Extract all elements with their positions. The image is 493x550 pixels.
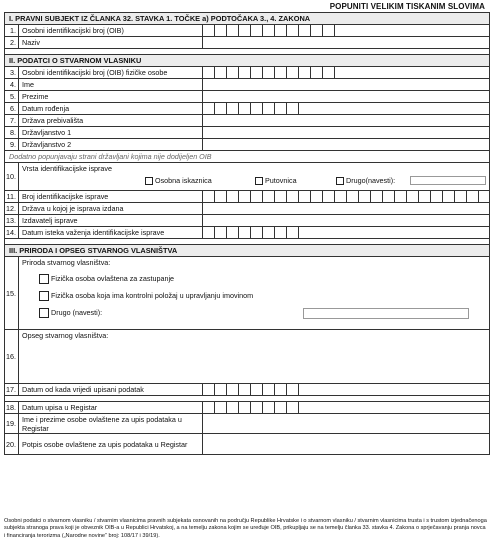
date-boxes[interactable] [203,384,299,395]
option-label: Putovnica [265,176,297,185]
row-13 [5,215,489,227]
row-number: 3. [5,67,19,78]
row-label: Izdavatelj isprave [19,215,203,226]
citizenship-2-field[interactable] [203,139,489,150]
doc-number-boxes[interactable] [203,191,479,202]
row-number: 1. [5,25,19,36]
row-label: Osobni identifikacijski broj (OIB) [19,25,203,36]
doc-type-other-input[interactable] [410,176,486,185]
row-number: 8. [5,127,19,138]
row-number: 16. [5,330,19,383]
row-2 [5,37,489,49]
option-label: Fizička osoba koja ima kontrolni položaj u upravljanju imovinom [51,291,254,300]
checkbox[interactable] [39,308,49,318]
section-3-title: III. PRIRODA I OPSEG STVARNOG VLASNIŠTVA [5,245,489,257]
row-label: Država u kojoj je isprava izdana [19,203,203,214]
row-6 [5,103,489,115]
row-number: 6. [5,103,19,114]
row-label: Datum upisa u Registar [19,402,203,413]
row-label: Državljanstvo 2 [19,139,203,150]
row-8 [5,127,489,139]
row-number: 19. [5,414,19,433]
checkbox[interactable] [39,291,49,301]
row-label: Potpis osobe ovlaštene za upis podataka u Registar [19,434,203,454]
date-boxes[interactable] [203,402,299,413]
oib-digit-boxes[interactable] [203,67,335,78]
row-12 [5,203,489,215]
option-label: Osobna iskaznica [155,176,212,185]
row-11 [5,191,489,203]
foreign-citizens-note: Dodatno popunjavaju strani državljani kojima nije dodijeljen OIB [5,151,489,163]
residence-country-field[interactable] [203,115,489,126]
row-label: Državljanstvo 1 [19,127,203,138]
row-number: 13. [5,215,19,226]
checkbox[interactable] [39,274,49,284]
row-number: 15. [5,257,19,329]
row-19 [5,414,489,434]
row-label: Datum od kada vrijedi upisani podatak [19,384,203,395]
row-number: 18. [5,402,19,413]
nature-other-input[interactable] [303,308,469,319]
row-label-text: Vrsta identifikacijske isprave [22,164,113,173]
option-label: Fizička osoba ovlaštena za zastupanje [51,274,175,283]
row-number: 5. [5,91,19,102]
checkbox[interactable] [336,177,344,185]
row-number: 11. [5,191,19,202]
nature-option-control[interactable] [39,291,253,301]
row-10 [5,163,489,191]
first-name-field[interactable] [203,79,489,90]
row-number: 9. [5,139,19,150]
citizenship-1-field[interactable] [203,127,489,138]
authorized-person-name-field[interactable] [203,414,489,433]
option-label: Drugo (navesti): [51,308,103,317]
row-number: 20. [5,434,19,454]
row-number: 14. [5,227,19,238]
row-label: Država prebivališta [19,115,203,126]
row-number: 17. [5,384,19,395]
doc-type-passport[interactable] [255,176,297,185]
row-label: Datum isteka važenja identifikacijske isprave [19,227,203,238]
nature-option-representation[interactable] [39,274,174,284]
row-14 [5,227,489,239]
row-9 [5,139,489,151]
beneficial-owner-form [4,12,490,455]
doc-type-other[interactable] [336,176,395,185]
row-number: 10. [5,163,19,190]
authorized-person-signature-field[interactable] [203,434,489,454]
row-label: Naziv [19,37,203,48]
row-17 [5,384,489,396]
row-label: Prezime [19,91,203,102]
section-1-title: I. PRAVNI SUBJEKT IZ ČLANKA 32. STAVKA 1. TOČKE a) PODTOČAKA 3., 4. ZAKONA [5,13,489,25]
checkbox[interactable] [145,177,153,185]
row-16 [5,330,489,384]
capital-letters-hint: POPUNITI VELIKIM TISKANIM SLOVIMA [329,2,485,11]
checkbox[interactable] [255,177,263,185]
name-field[interactable] [203,37,489,48]
row-label: Osobni identifikacijski broj (OIB) fizičke osobe [19,67,203,78]
oib-digit-boxes[interactable] [203,25,335,36]
row-label: Broj identifikacijske isprave [19,191,203,202]
row-7 [5,115,489,127]
row-number: 12. [5,203,19,214]
date-boxes[interactable] [203,103,299,114]
row-label: Ime [19,79,203,90]
section-2-title: II. PODATCI O STVARNOM VLASNIKU [5,55,489,67]
legal-footnote: Osobni podatci o stvarnom vlasniku / stvarnim vlasnicima pravnih subjekata osnovanih na području Republike Hrvatske i o stvarnom vlasniku / stvarnim vlasnicima trusta i s trustom izjednačenoga subjekta stranoga prava koji je obveznik OIB-a u Republici Hrvatskoj, a na temelju zakona kojim se uređuje OIB, prikupljaju se na temelju članka 33. stavka 4. Zakona o sprječavanju pranja novca i financiranja terorizma („Narodne novine“ broj: 108/17 i 39/19). [4,518,487,539]
row-number: 2. [5,37,19,48]
row-label: Datum rođenja [19,103,203,114]
row-1 [5,25,489,37]
row-label: Ime i prezime osobe ovlaštene za upis podataka u Registar [19,414,203,433]
row-18 [5,402,489,414]
nature-option-other[interactable] [39,308,102,318]
row-3 [5,67,489,79]
row-number: 7. [5,115,19,126]
option-label: Drugo(navesti): [346,176,396,185]
doc-type-id-card[interactable] [145,176,212,185]
row-label [19,330,489,383]
issuing-country-field[interactable] [203,203,489,214]
last-name-field[interactable] [203,91,489,102]
date-boxes[interactable] [203,227,299,238]
row-label-text: Priroda stvarnog vlasništva: [22,258,111,267]
row-20 [5,434,489,454]
issuer-field[interactable] [203,215,489,226]
row-number: 4. [5,79,19,90]
row-15 [5,257,489,330]
row-4 [5,79,489,91]
row-label-text: Opseg stvarnog vlasništva: [22,331,109,340]
row-5 [5,91,489,103]
